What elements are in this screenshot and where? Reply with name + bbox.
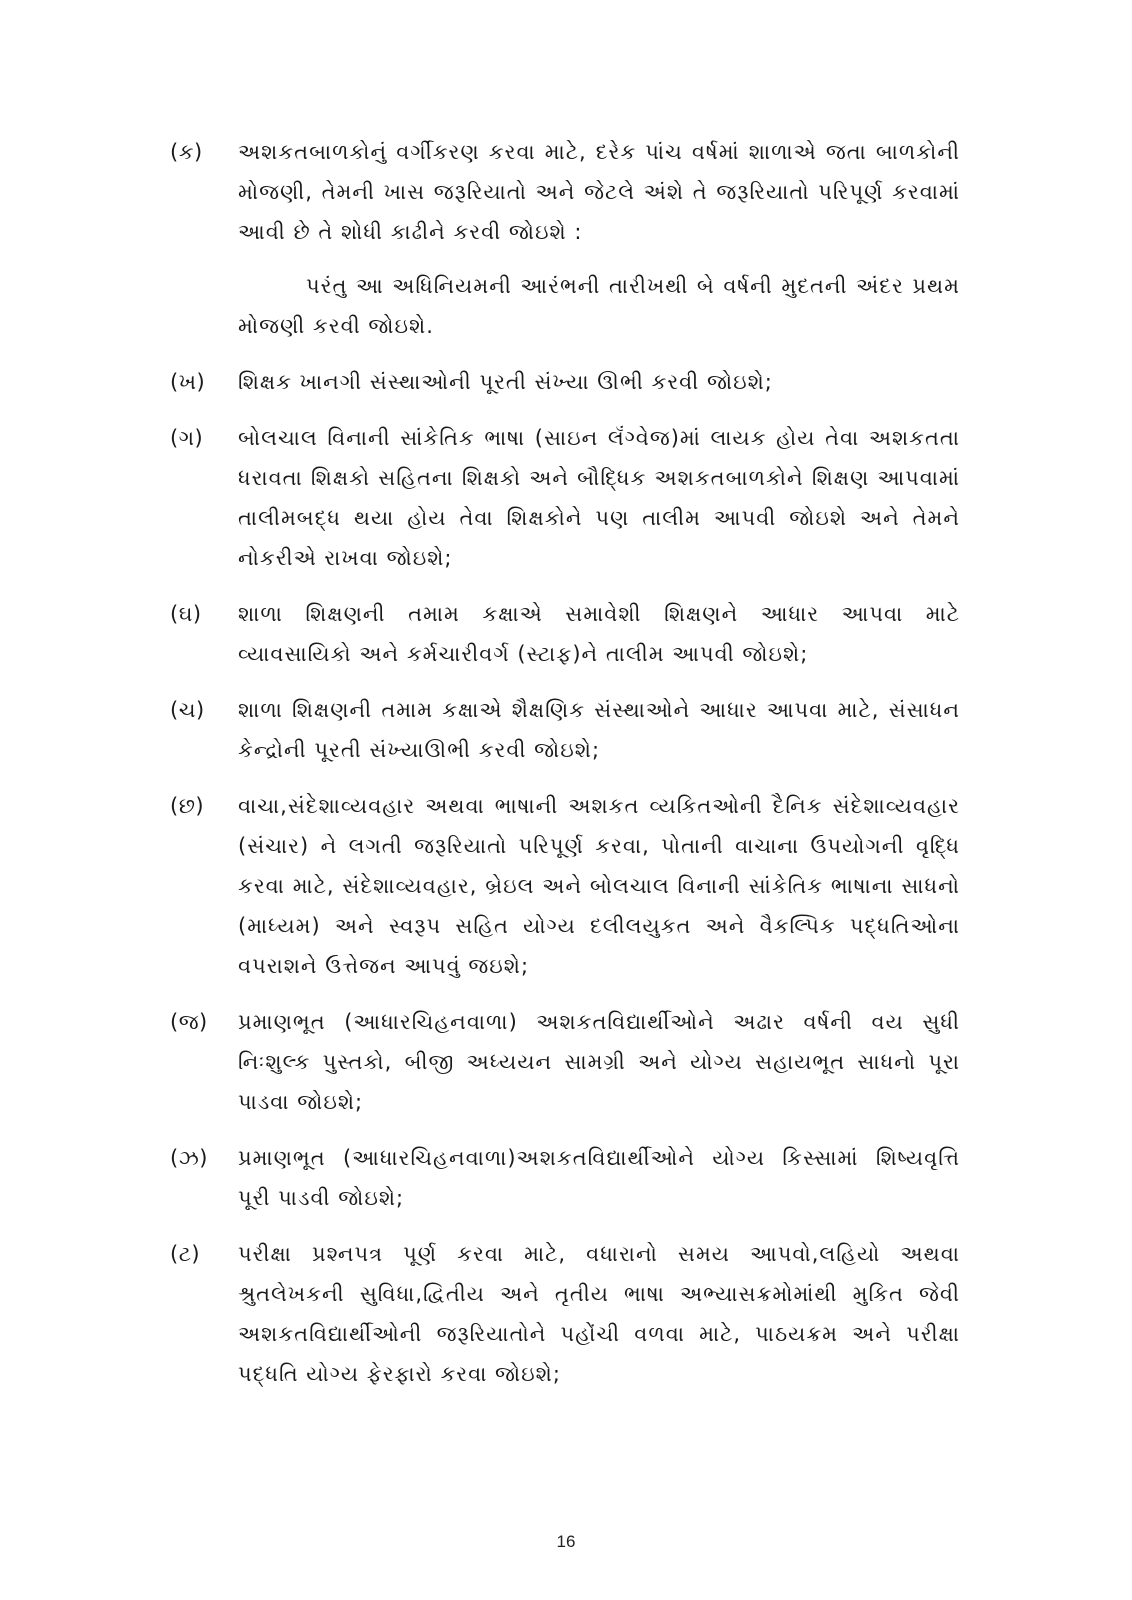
clause-text: પ્રમાણભૂત (આધારચિહનવાળા) અશકતવિદ્યાર્થીઓને અઢાર વર્ષની વય સુધી નિઃશુલ્ક પુસ્તકો, બીજી અધ્યયન સામગ્રી અને યોગ્ય સહાયભૂત સાધનો પૂરા પાડવા જોઇશે;	[238, 1010, 960, 1114]
clause-gha	[170, 594, 960, 674]
page-number: 16	[556, 1532, 576, 1551]
clause-text: અશકતબાળકોનું વર્ગીકરણ કરવા માટે, દરેક પાંચ વર્ષમાં શાળાએ જતા બાળકોની મોજણી, તેમની ખાસ જરૂરિયાતો અને જેટલે અંશે તે જરૂરિયાતો પરિપૂર્ણ કરવામાં આવી છે તે શોધી કાઢીને કરવી જોઇશે :	[238, 140, 960, 244]
clause-label: (છ)	[170, 794, 205, 818]
clause-ga	[170, 418, 960, 578]
clause-body	[238, 132, 960, 346]
clause-jha	[170, 1138, 960, 1218]
clause-label: (ખ)	[170, 370, 206, 394]
clause-label: (ટ)	[170, 1242, 201, 1266]
clause-label: (ઘ)	[170, 602, 202, 626]
clause-proviso: પરંતુ આ અધિનિયમની આરંભની તારીખથી બે વર્ષની મુદતની અંદર પ્રથમ મોજણી કરવી જોઇશે.	[238, 274, 960, 338]
clause-text: પરીક્ષા પ્રશ્નપત્ર પૂર્ણ કરવા માટે, વધારાનો સમય આપવો,લહિયો અથવા શ્રુતલેખકની સુવિધા,દ્વિતીય અને તૃતીય ભાષા અભ્યાસક્રમોમાંથી મુકિત જેવી અશકતવિદ્યાર્થીઓની જરૂરિયાતોને પહોંચી વળવા માટે, પાઠયક્રમ અને પરીક્ષા પદ્ધતિ યોગ્ય ફેરફારો કરવા જોઇશે;	[238, 1242, 960, 1386]
clause-text: શિક્ષક ખાનગી સંસ્થાઓની પૂરતી સંખ્યા ઊભી કરવી જોઇશે;	[238, 370, 773, 394]
clause-ta	[170, 1234, 960, 1394]
clause-ka	[170, 132, 960, 346]
clause-text: શાળા શિક્ષણની તમામ કક્ષાએ સમાવેશી શિક્ષણને આધાર આપવા માટે વ્યાવસાયિકો અને કર્મચારીવર્ગ (સ્ટાફ)ને તાલીમ આપવી જોઇશે;	[238, 602, 960, 666]
clause-kha	[170, 362, 960, 402]
clause-label: (જ)	[170, 1010, 208, 1034]
clause-ja	[170, 1002, 960, 1122]
clause-text: પ્રમાણભૂત (આધારચિહનવાળા)અશકતવિદ્યાર્થીઓને યોગ્ય કિસ્સામાં શિષ્યવૃત્તિ પૂરી પાડવી જોઇશે;	[238, 1146, 960, 1210]
clause-list	[170, 132, 960, 1410]
clause-cha	[170, 690, 960, 770]
clause-text: શાળા શિક્ષણની તમામ કક્ષાએ શૈક્ષણિક સંસ્થાઓને આધાર આપવા માટે, સંસાધન કેન્દ્રોની પૂરતી સંખ્યાઊભી કરવી જોઇશે;	[238, 698, 960, 762]
clause-label: (ગ)	[170, 426, 204, 450]
clause-text: બોલચાલ વિનાની સાંકેતિક ભાષા (સાઇન લૅંગ્વેજ)માં લાયક હોય તેવા અશકતતા ધરાવતા શિક્ષકો સહિતના શિક્ષકો અને બૌદ્ધિક અશકતબાળકોને શિક્ષણ આપવામાં તાલીમબદ્ધ થયા હોય તેવા શિક્ષકોને પણ તાલીમ આપવી જોઇશે અને તેમને નોકરીએ રાખવા જોઇશે;	[238, 426, 961, 570]
clause-text: વાચા,સંદેશાવ્યવહાર અથવા ભાષાની અશકત વ્યકિતઓની દૈનિક સંદેશાવ્યવહાર (સંચાર) ને લગતી જરૂરિયાતો પરિપૂર્ણ કરવા, પોતાની વાચાના ઉપયોગની વૃદ્ધિ કરવા માટે, સંદેશાવ્યવહાર, બ્રેઇલ અને બોલચાલ વિનાની સાંકેતિક ભાષાના સાધનો (માધ્યમ) અને સ્વરૂપ સહિત યોગ્ય દલીલયુકત અને વૈકલ્પિક પદ્ધતિઓના વપરાશને ઉત્તેજન આપવું જઇશે;	[238, 794, 960, 978]
clause-label: (ક)	[170, 140, 203, 164]
clause-label: (ચ)	[170, 698, 205, 722]
clause-chha	[170, 786, 960, 986]
clause-label: (ઝ)	[170, 1146, 208, 1170]
